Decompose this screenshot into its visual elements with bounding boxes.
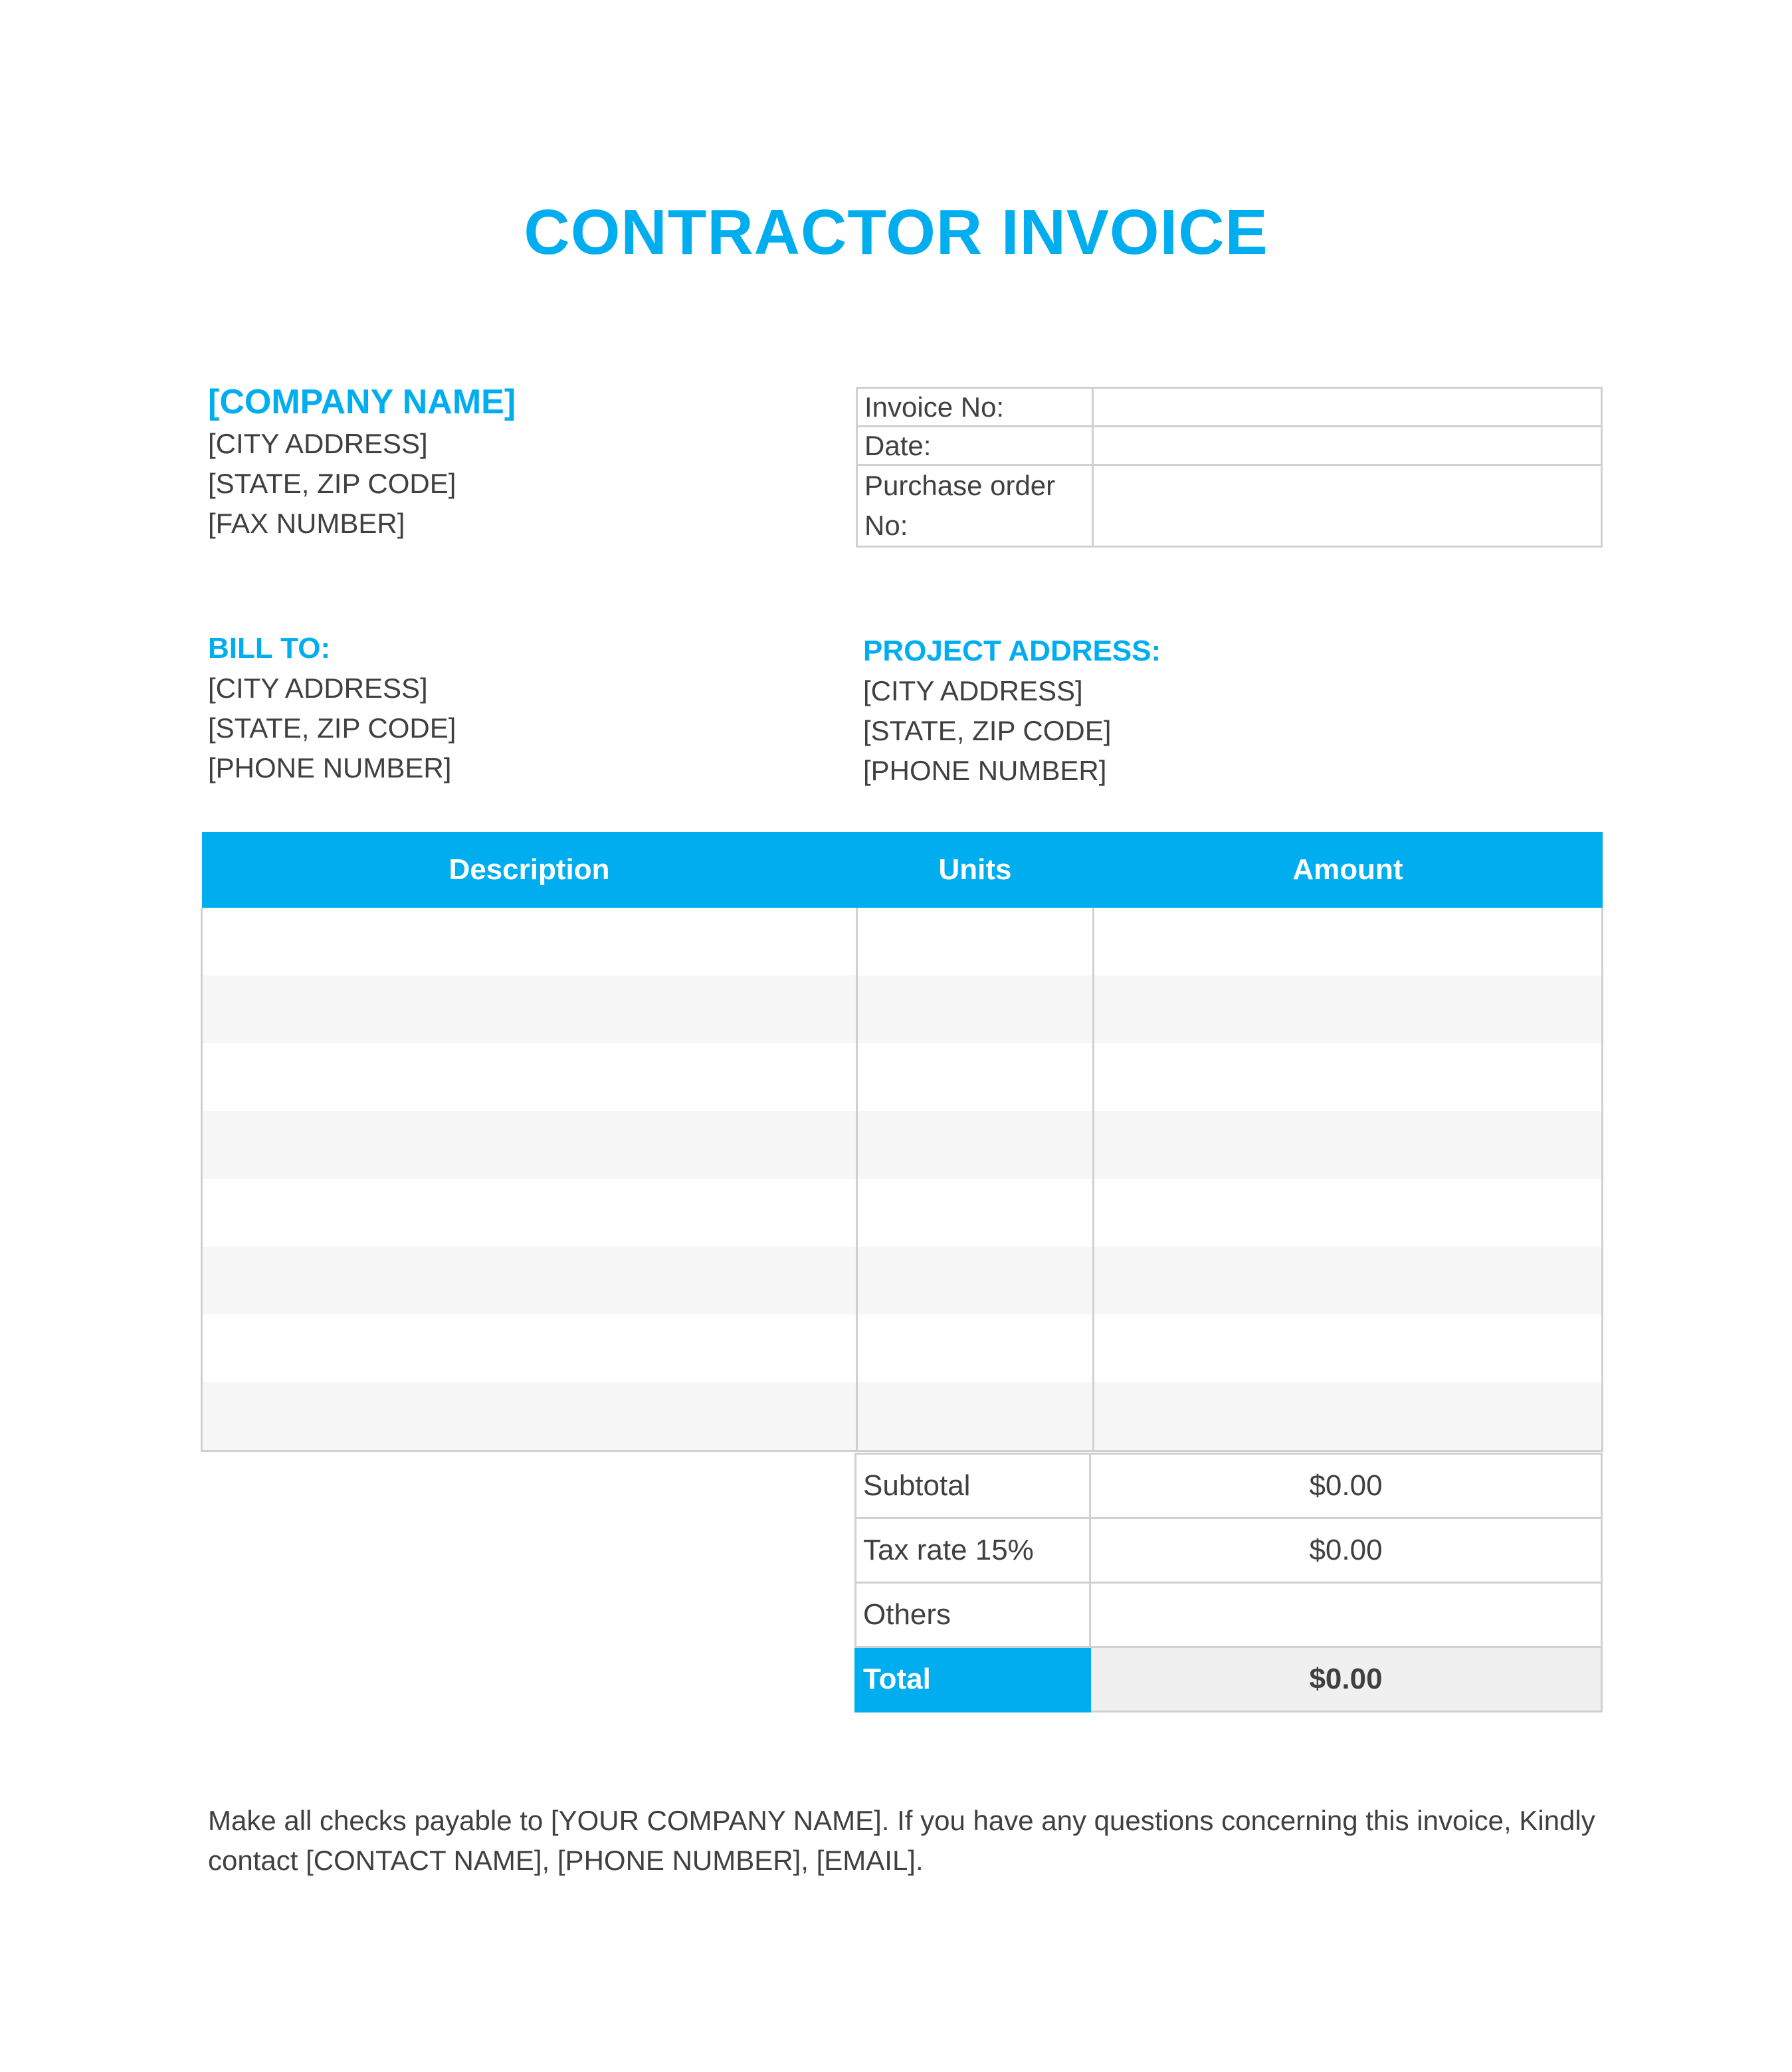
line-items-table: [201, 832, 1603, 1452]
purchase-order-row: [857, 465, 1602, 547]
description-cell[interactable]: [202, 908, 857, 976]
project-address-city: [CITY ADDRESS]: [863, 675, 1083, 706]
description-cell[interactable]: [202, 1314, 857, 1382]
purchase-order-label-line2: No:: [864, 510, 908, 541]
date-field[interactable]: [1093, 427, 1602, 465]
units-cell[interactable]: [857, 1111, 1094, 1179]
project-address-state-zip: [STATE, ZIP CODE]: [863, 715, 1112, 746]
others-field[interactable]: [1090, 1583, 1602, 1647]
company-block: [208, 380, 516, 544]
subtotal-value: $0.00: [1090, 1454, 1602, 1518]
invoice-no-field[interactable]: [1093, 388, 1602, 427]
total-value: $0.00: [1090, 1647, 1602, 1712]
table-row: [202, 1314, 1603, 1382]
purchase-order-label-line1: Purchase order: [864, 470, 1056, 501]
invoice-title: CONTRACTOR INVOICE: [524, 197, 1268, 268]
project-address-heading: PROJECT ADDRESS:: [863, 635, 1161, 667]
amount-cell[interactable]: [1094, 1043, 1603, 1111]
payment-note: [208, 1801, 1603, 1881]
bill-to-block: [208, 629, 456, 788]
column-header-amount: Amount: [1094, 832, 1603, 908]
units-cell[interactable]: [857, 1179, 1094, 1247]
tax-row: [856, 1518, 1602, 1583]
amount-cell[interactable]: [1094, 1314, 1603, 1382]
table-row: [202, 1382, 1603, 1451]
column-header-description: Description: [202, 832, 857, 908]
units-cell[interactable]: [857, 1314, 1094, 1382]
table-row: [202, 1179, 1603, 1247]
others-row: [856, 1583, 1602, 1647]
amount-cell[interactable]: [1094, 1111, 1603, 1179]
totals-table: [854, 1453, 1603, 1712]
payment-note-line1: Make all checks payable to [YOUR COMPANY NAME]. If you have any questions concerning this invoice, Kindly: [208, 1805, 1595, 1836]
payment-note-line2: contact [CONTACT NAME], [PHONE NUMBER], [EMAIL].: [208, 1845, 924, 1876]
description-cell[interactable]: [202, 1043, 857, 1111]
company-name: [COMPANY NAME]: [208, 383, 516, 421]
purchase-order-field[interactable]: [1093, 465, 1602, 547]
project-address-phone: [PHONE NUMBER]: [863, 755, 1107, 786]
amount-cell[interactable]: [1094, 1179, 1603, 1247]
tax-value: $0.00: [1090, 1518, 1602, 1583]
table-row: [202, 1247, 1603, 1314]
tax-label: Tax rate 15%: [856, 1518, 1090, 1583]
amount-cell[interactable]: [1094, 976, 1603, 1043]
bill-to-heading: BILL TO:: [208, 632, 331, 665]
others-label: Others: [856, 1583, 1090, 1647]
purchase-order-label: [857, 465, 1093, 547]
bill-to-phone: [PHONE NUMBER]: [208, 752, 452, 783]
units-cell[interactable]: [857, 1247, 1094, 1314]
invoice-meta-table: [856, 387, 1603, 548]
company-state-zip: [STATE, ZIP CODE]: [208, 468, 456, 499]
units-cell[interactable]: [857, 976, 1094, 1043]
description-cell[interactable]: [202, 976, 857, 1043]
table-row: [202, 1043, 1603, 1111]
description-cell[interactable]: [202, 1382, 857, 1451]
table-row: [202, 1111, 1603, 1179]
subtotal-row: [856, 1454, 1602, 1518]
units-cell[interactable]: [857, 1382, 1094, 1451]
company-fax: [FAX NUMBER]: [208, 508, 405, 539]
company-city: [CITY ADDRESS]: [208, 428, 428, 459]
description-cell[interactable]: [202, 1247, 857, 1314]
total-row: [856, 1647, 1602, 1712]
units-cell[interactable]: [857, 908, 1094, 976]
bill-to-state-zip: [STATE, ZIP CODE]: [208, 712, 456, 744]
project-address-block: [863, 631, 1161, 791]
description-cell[interactable]: [202, 1179, 857, 1247]
table-row: [202, 976, 1603, 1043]
date-row: [857, 427, 1602, 465]
amount-cell[interactable]: [1094, 1247, 1603, 1314]
description-cell[interactable]: [202, 1111, 857, 1179]
amount-cell[interactable]: [1094, 908, 1603, 976]
subtotal-label: Subtotal: [856, 1454, 1090, 1518]
column-header-units: Units: [857, 832, 1094, 908]
total-label: Total: [856, 1647, 1090, 1712]
bill-to-city: [CITY ADDRESS]: [208, 673, 428, 704]
line-items-header: [202, 832, 1603, 908]
units-cell[interactable]: [857, 1043, 1094, 1111]
invoice-no-label: Invoice No:: [857, 388, 1093, 427]
date-label: Date:: [857, 427, 1093, 465]
invoice-no-row: [857, 388, 1602, 427]
table-row: [202, 908, 1603, 976]
amount-cell[interactable]: [1094, 1382, 1603, 1451]
